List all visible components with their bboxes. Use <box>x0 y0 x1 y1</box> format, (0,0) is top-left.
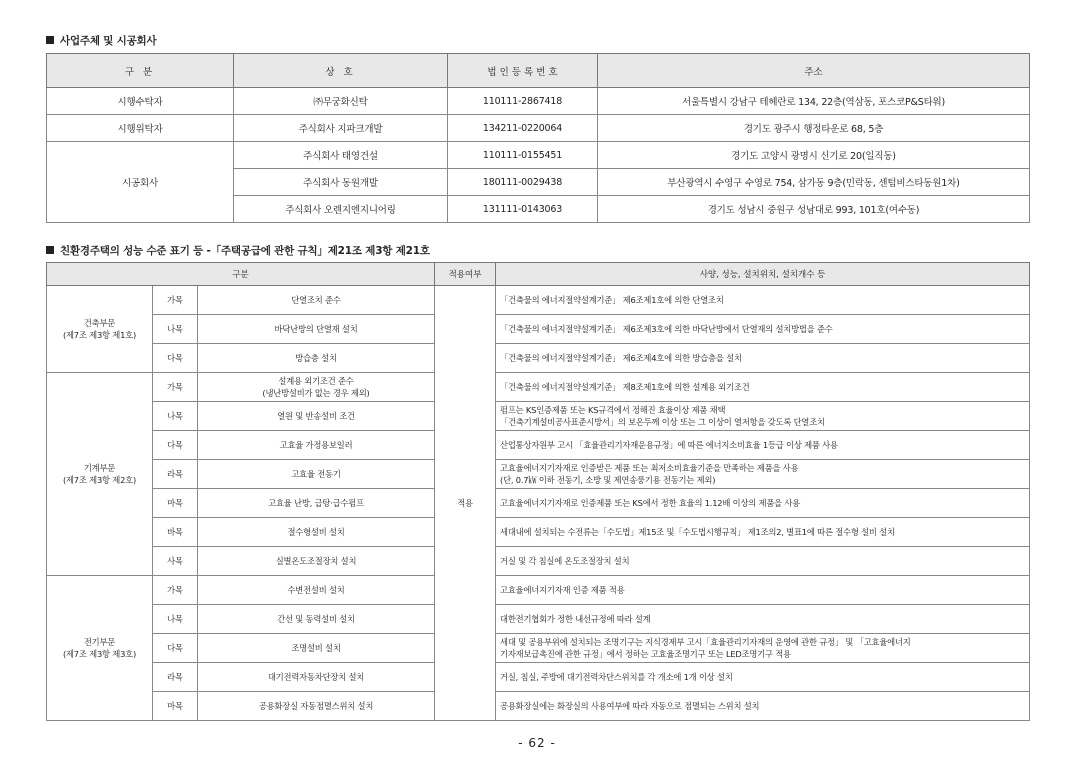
regno-cell: 131111-0143063 <box>448 196 598 223</box>
item-letter: 마목 <box>153 692 198 721</box>
header-spec: 사양, 성능, 설치위치, 설치개수 등 <box>496 263 1030 286</box>
table-row <box>47 344 1030 373</box>
table-row <box>47 88 1030 115</box>
item-letter: 다목 <box>153 431 198 460</box>
table-row <box>47 286 1030 315</box>
spec-cell: 고효율에너지기자재로 인증제품 또는 KS에서 정한 효율의 1.12배 이상의 제품을 사용 <box>496 489 1030 518</box>
item-letter: 나목 <box>153 315 198 344</box>
item-letter: 나목 <box>153 605 198 634</box>
item-letter: 라목 <box>153 460 198 489</box>
section2-heading: 친환경주택의 성능 수준 표기 등 -「주택공급에 관한 규칙」제21조 제3항 제21호 <box>46 243 430 258</box>
header-category: 구분 <box>47 263 435 286</box>
item-letter: 라목 <box>153 663 198 692</box>
table-row <box>47 402 1030 431</box>
item-name: 열원 및 반송설비 조건 <box>198 402 435 431</box>
item-letter: 다목 <box>153 344 198 373</box>
item-letter: 나목 <box>153 402 198 431</box>
address-cell: 서울특별시 강남구 테헤란로 134, 22층(역삼동, 포스코P&S타워) <box>598 88 1030 115</box>
eco-housing-table <box>46 262 1030 721</box>
header-company-name: 상 호 <box>234 54 448 88</box>
item-name: 고효율 가정용보일러 <box>198 431 435 460</box>
header-category: 구 분 <box>47 54 234 88</box>
item-letter: 가목 <box>153 576 198 605</box>
company-cell: 주식회사 지파크개발 <box>234 115 448 142</box>
table-row <box>47 663 1030 692</box>
regno-cell: 110111-2867418 <box>448 88 598 115</box>
table-row <box>47 547 1030 576</box>
item-name: 바닥난방의 단열재 설치 <box>198 315 435 344</box>
item-name: 공용화장실 자동점멸스위치 설치 <box>198 692 435 721</box>
table-row <box>47 576 1030 605</box>
spec-cell: 세대내에 설치되는 수전류는「수도법」제15조 및「수도법시행규칙」 제1조의2, 별표1에 따른 절수형 설비 설치 <box>496 518 1030 547</box>
item-letter: 바목 <box>153 518 198 547</box>
item-name: 절수형설비 설치 <box>198 518 435 547</box>
company-table <box>46 53 1030 223</box>
spec-cell: 「건축물의 에너지절약설계기준」 제6조제3호에 의한 바닥난방에서 단열재의 설치방법을 준수 <box>496 315 1030 344</box>
spec-cell: 펌프는 KS인증제품 또는 KS규격에서 정해진 효율이상 제품 채택 「건축기계설비공사표준시방서」의 보온두께 이상 또는 그 이상이 열저항을 갖도록 단열조치 <box>496 402 1030 431</box>
page-number: - 62 - <box>518 736 556 750</box>
header-registration-number: 법 인 등 록 번 호 <box>448 54 598 88</box>
square-bullet-icon <box>46 246 54 254</box>
item-name: 대기전력자동차단장치 설치 <box>198 663 435 692</box>
company-cell: 주식회사 오렌지엔지니어링 <box>234 196 448 223</box>
item-letter: 가목 <box>153 286 198 315</box>
spec-cell: 「건축물의 에너지절약설계기준」 제6조제1호에 의한 단열조치 <box>496 286 1030 315</box>
item-letter: 다목 <box>153 634 198 663</box>
company-cell: 주식회사 동원개발 <box>234 169 448 196</box>
table-row <box>47 489 1030 518</box>
item-letter: 사목 <box>153 547 198 576</box>
role-cell: 시공회사 <box>47 142 234 223</box>
item-name: 간선 및 동력설비 설치 <box>198 605 435 634</box>
item-name: 실별온도조절장치 설치 <box>198 547 435 576</box>
table-row <box>47 634 1030 663</box>
table-row <box>47 518 1030 547</box>
address-cell: 경기도 고양시 광명시 신기로 20(일직동) <box>598 142 1030 169</box>
spec-cell: 고효율에너지기자재로 인증받은 제품 또는 최저소비효율기준을 만족하는 제품을 사용 (단, 0.7㎾ 이하 전동기, 소방 및 제연송풍기용 전동기는 제외) <box>496 460 1030 489</box>
role-cell: 시행수탁자 <box>47 88 234 115</box>
address-cell: 부산광역시 수영구 수영로 754, 삼가동 9층(민락동, 센텀비스타동원1차) <box>598 169 1030 196</box>
spec-cell: 거실, 침실, 주방에 대기전력차단스위치를 각 개소에 1개 이상 설치 <box>496 663 1030 692</box>
header-applied: 적용여부 <box>435 263 496 286</box>
item-letter: 마목 <box>153 489 198 518</box>
eco-table-header <box>47 263 1030 286</box>
spec-cell: 「건축물의 에너지절약설계기준」 제8조제1호에 의한 설계용 외기조건 <box>496 373 1030 402</box>
spec-cell: 공용화장실에는 화장실의 사용여부에 따라 자동으로 점멸되는 스위치 설치 <box>496 692 1030 721</box>
table-row <box>47 692 1030 721</box>
table-row <box>47 605 1030 634</box>
group-mechanical: 기계부문 (제7조 제3항 제2호) <box>47 373 153 576</box>
regno-cell: 180111-0029438 <box>448 169 598 196</box>
spec-cell: 「건축물의 에너지절약설계기준」 제6조제4호에 의한 방습층을 설치 <box>496 344 1030 373</box>
item-name: 조명설비 설치 <box>198 634 435 663</box>
item-name: 고효율 전동기 <box>198 460 435 489</box>
group-electrical: 전기부문 (제7조 제3항 제3호) <box>47 576 153 721</box>
item-name: 단열조치 준수 <box>198 286 435 315</box>
company-table-header <box>47 54 1030 88</box>
address-cell: 경기도 성남시 중원구 성남대로 993, 101호(여수동) <box>598 196 1030 223</box>
header-address: 주소 <box>598 54 1030 88</box>
table-row <box>47 460 1030 489</box>
item-name: 설계용 외기조건 준수 (냉난방설비가 없는 경우 제외) <box>198 373 435 402</box>
spec-cell: 세대 및 공용부위에 설치되는 조명기구는 지식경제부 고시「효율관리기자재의 운영에 관한 규정」 및 「고효율에너지 기자재보급촉진에 관한 규정」에서 정하는 고효율조명기구 또는 LED조명기구 적용 <box>496 634 1030 663</box>
spec-cell: 산업통상자원부 고시 「효율관리기자재운용규정」에 따른 에너지소비효율 1등급 이상 제품 사용 <box>496 431 1030 460</box>
applied-cell: 적용 <box>435 286 496 721</box>
item-name: 고효율 난방, 급탕·급수펌프 <box>198 489 435 518</box>
spec-cell: 고효율에너지기자재 인증 제품 적용 <box>496 576 1030 605</box>
square-bullet-icon <box>46 36 54 44</box>
company-cell: ㈜무궁화신탁 <box>234 88 448 115</box>
group-architecture: 건축부문 (제7조 제3항 제1호) <box>47 286 153 373</box>
spec-cell: 거실 및 각 침실에 온도조절장치 설치 <box>496 547 1030 576</box>
spec-cell: 대한전기협회가 정한 내선규정에 따라 설계 <box>496 605 1030 634</box>
item-name: 수변전설비 설치 <box>198 576 435 605</box>
table-row <box>47 115 1030 142</box>
regno-cell: 134211-0220064 <box>448 115 598 142</box>
section1-heading: 사업주체 및 시공회사 <box>46 33 156 48</box>
item-letter: 가목 <box>153 373 198 402</box>
role-cell: 시행위탁자 <box>47 115 234 142</box>
table-row <box>47 315 1030 344</box>
table-row <box>47 431 1030 460</box>
table-row <box>47 373 1030 402</box>
regno-cell: 110111-0155451 <box>448 142 598 169</box>
table-row <box>47 142 1030 169</box>
item-name: 방습층 설치 <box>198 344 435 373</box>
address-cell: 경기도 광주시 행정타운로 68, 5층 <box>598 115 1030 142</box>
company-cell: 주식회사 태영건설 <box>234 142 448 169</box>
